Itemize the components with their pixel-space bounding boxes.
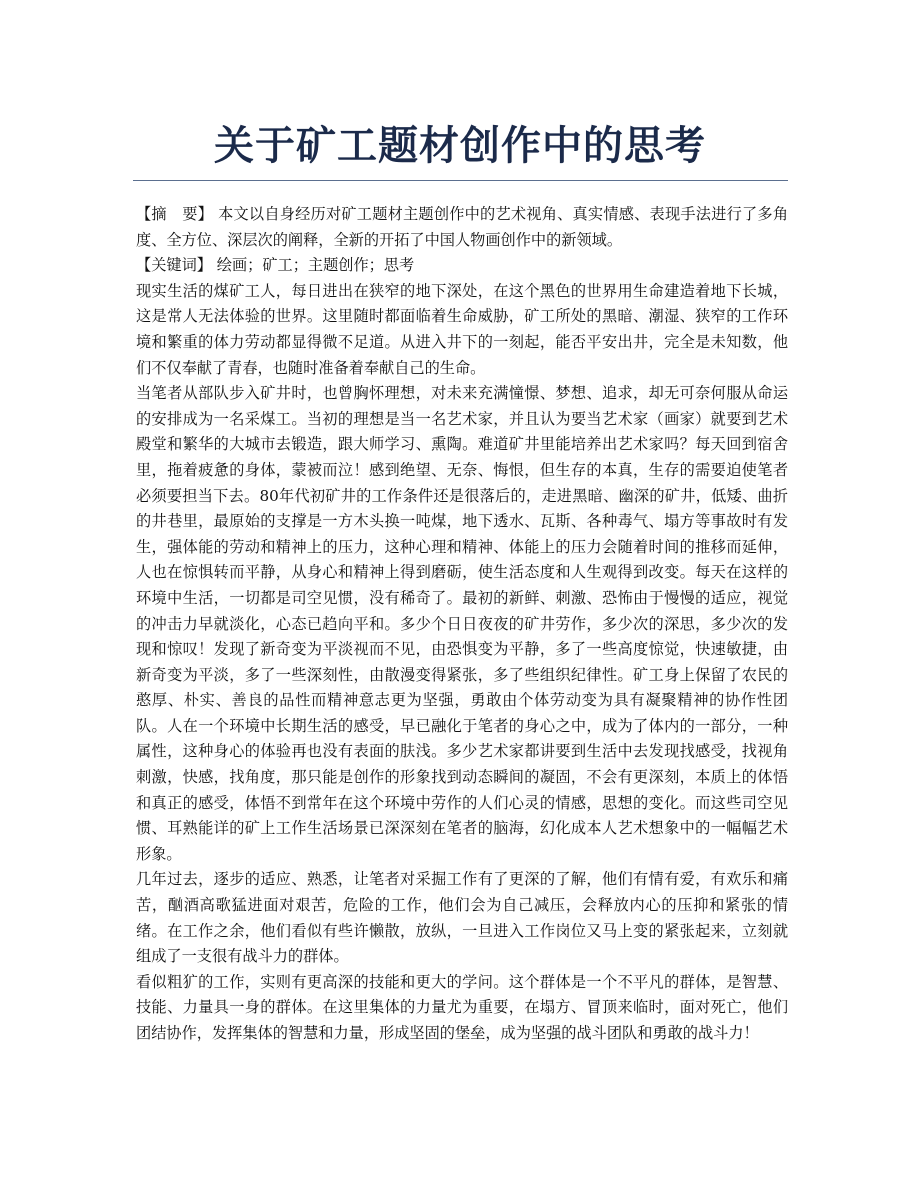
body-paragraph: 几年过去，逐步的适应、熟悉，让笔者对采掘工作有了更深的了解，他们有情有爱，有欢乐和痛苦，酗酒高歌猛进面对艰苦，危险的工作，他们会为自己减压，会释放内心的压抑和紧张的情绪。在工作之余，他们看似有些许懒散，放纵，一旦进入工作岗位又马上变的紧张起来，立刻就组成了一支很有战斗力的群体。: [136, 870, 788, 966]
document-title: 关于矿工题材创作中的思考: [214, 123, 706, 169]
keywords: [136, 253, 788, 279]
document-body: [136, 202, 788, 1047]
body-paragraph: 看似粗犷的工作，实则有更高深的技能和更大的学问。这个群体是一个不平凡的群体，是智慧、技能、力量具一身的群体。在这里集体的力量尤为重要，在塌方、冒顶来临时，面对死亡，他们团结协作，发挥集体的智慧和力量，形成坚固的堡垒，成为坚强的战斗团队和勇敢的战斗力！: [136, 972, 788, 1042]
keywords-text: 绘画；矿工；主题创作；思考: [216, 256, 415, 275]
body-paragraph: 现实生活的煤矿工人，每日进出在狭窄的地下深处，在这个黑色的世界用生命建造着地下长城，这是常人无法体验的世界。这里随时都面临着生命威胁，矿工所处的黑暗、潮湿、狭窄的工作环境和繁重的体力劳动都显得微不足道。从进入井下的一刻起，能否平安出井，完全是未知数，他们不仅奉献了青春，也随时准备着奉献自己的生命。: [136, 281, 788, 377]
body-paragraph: 当笔者从部队步入矿井时，也曾胸怀理想，对未来充满憧憬、梦想、追求，却无可奈何服从命运的安排成为一名采煤工。当初的理想是当一名艺术家，并且认为要当艺术家（画家）就要到艺术殿堂和繁华的大城市去锻造，跟大师学习、熏陶。难道矿井里能培养出艺术家吗？每天回到宿舍里，拖着疲惫的身体，蒙被而泣！感到绝望、无奈、悔恨，但生存的本真，生存的需要迫使笔者必须要担当下去。80年代初矿井的工作条件还是很落后的，走进黑暗、幽深的矿井，低矮、曲折的井巷里，最原始的支撑是一方木头换一吨煤，地下透水、瓦斯、各种毒气、塌方等事故时有发生，强体能的劳动和精神上的压力，这种心理和精神、体能上的压力会随着时间的推移而延伸，人也在惊惧转而平静，从身心和精神上得到磨砺，使生活态度和人生观得到改变。每天在这样的环境中生活，一切都是司空见惯，没有稀奇了。最初的新鲜、刺激、恐怖由于慢慢的适应，视觉的冲击力早就淡化，心态已趋向平和。多少个日日夜夜的矿井劳作，多少次的深思，多少次的发现和惊叹！发现了新奇变为平淡视而不见，由恐惧变为平静，多了一些高度惊觉，快速敏捷，由新奇变为平淡，多了一些深刻性，由散漫变得紧张，多了些组织纪律性。矿工身上保留了农民的憨厚、朴实、善良的品性而精神意志更为坚强，勇敢由个体劳动变为具有凝聚精神的协作性团队。人在一个环境中长期生活的感受，早已融化于笔者的身心之中，成为了体内的一部分，一种属性，这种身心的体验再也没有表面的肤浅。多少艺术家都讲要到生活中去发现找感受，找视角刺激，快感，找角度，那只能是创作的形象找到动态瞬间的凝固，不会有更深刻，本质上的体悟和真正的感受，体悟不到常年在这个环境中劳作的人们心灵的情感，思想的变化。而这些司空见惯、耳熟能详的矿上工作生活场景已深深刻在笔者的脑海，幻化成本人艺术想象中的一幅幅艺术形象。: [136, 384, 788, 863]
title-divider: [133, 180, 788, 181]
abstract-text: 本文以自身经历对矿工题材主题创作中的艺术视角、真实情感、表现手法进行了多角度、全方位、深层次的阐释，全新的开拓了中国人物画创作中的新领域。: [136, 205, 789, 249]
keywords-label: 【关键词】: [136, 256, 212, 275]
abstract-label: 【摘 要】: [136, 205, 214, 223]
abstract: [136, 202, 788, 253]
